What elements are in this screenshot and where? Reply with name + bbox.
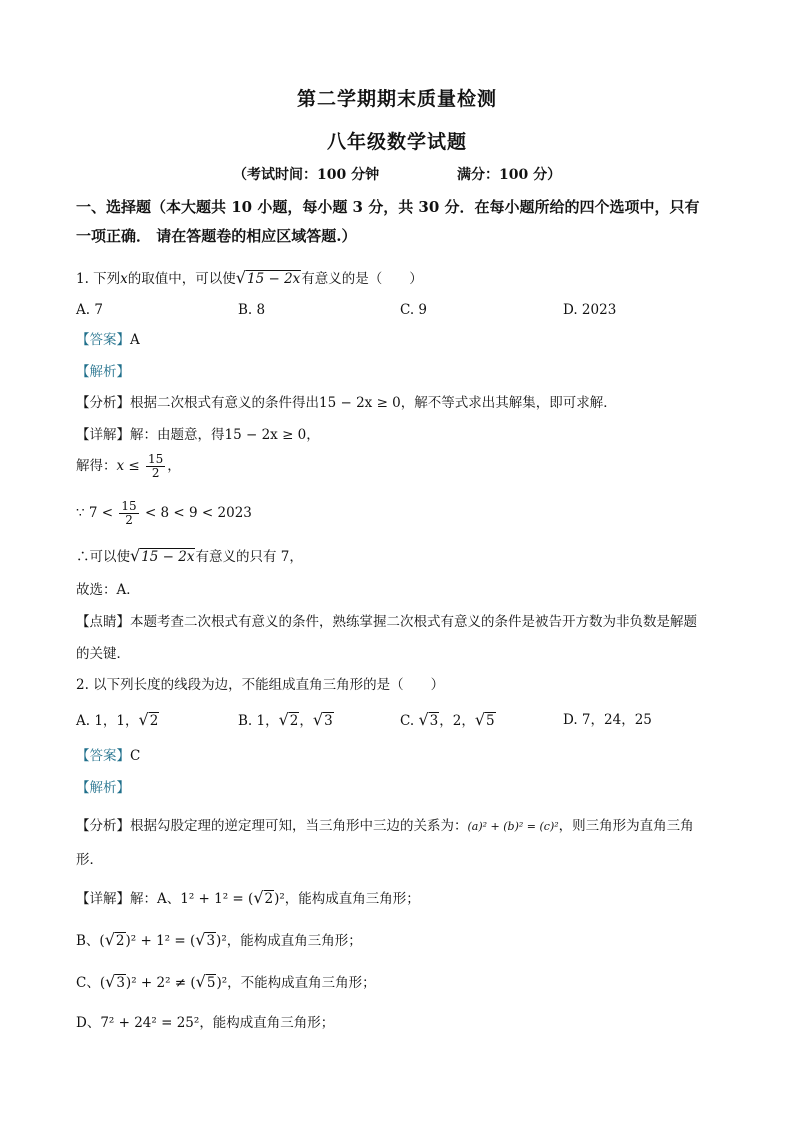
q2-line-b-rad2: 3 [206, 933, 216, 949]
section-heading-line2: 一项正确． 请在答题卷的相应区域答题.） [76, 227, 357, 245]
q2-fenxi-b: ，则三角形为直角三角 [558, 818, 694, 834]
q1-dianjing-text: 本题考查二次根式有意义的条件，熟练掌握二次根式有意义的条件是被告开方数为非负数是解题 [130, 614, 697, 630]
q1-dianjing-line1 [76, 612, 697, 632]
q1-xiangjie-b: ， [306, 427, 320, 443]
radical-sign-icon: √ [278, 710, 289, 729]
q2-fenxi-tag: 【分析】 [76, 818, 130, 834]
q2-option-a-label: A. 1，1， [76, 713, 139, 729]
q1-option-a: A. 7 [76, 302, 103, 318]
q1-option-c: C. 9 [400, 302, 428, 318]
radical-sign-icon: √ [195, 930, 206, 949]
page-title: 第二学期期末质量检测 [296, 88, 497, 110]
q1-therefore [76, 546, 303, 567]
q2-line-c-prefix: C、 [76, 975, 100, 991]
q1-solve-label: 解得： [76, 458, 117, 474]
q1-solve-tail: ， [167, 458, 181, 474]
section-heading [76, 193, 736, 251]
q1-fenxi-expr: 15 − 2x ≥ 0 [319, 395, 401, 411]
q1-stem-suffix: 有意义的是（ ） [301, 271, 423, 287]
q1-analysis-tag: 【解析】 [76, 364, 130, 380]
q1-answer-tag: 【答案】 [76, 332, 130, 348]
q2-fenxi-expr: (a)² + (b)² = (c)² [467, 820, 559, 833]
q1-stem [76, 268, 423, 289]
q2-line-b-suffix: ，能构成直角三角形； [226, 933, 362, 949]
q2-line-d-expr: 7² + 24² = 25² [100, 1015, 200, 1031]
q2-option-c-rad2: 5 [486, 713, 495, 729]
radical-sign-icon: √ [474, 710, 486, 729]
q1-xiangjie-expr: 15 − 2x ≥ 0 [224, 427, 307, 443]
q1-therefore-a: ∴可以使 [76, 549, 130, 565]
q1-xiangjie [76, 425, 320, 445]
q1-because-b: < 8 < 9 < 2023 [140, 505, 252, 521]
q1-dianjing-tag: 【点睛】 [76, 614, 130, 630]
radical-sign-icon: √ [253, 888, 264, 907]
radical-sign-icon: √ [104, 930, 115, 949]
q1-fenxi [76, 393, 617, 413]
q2-fenxi [76, 816, 694, 837]
q2-line-b-expr2: )² + 1² = ( [125, 933, 196, 949]
q2-option-b-label: B. 1， [238, 713, 279, 729]
q2-fenxi-line2: 形． [76, 852, 103, 868]
q2-line-a-close: )² [274, 891, 285, 907]
q1-fenxi-b: ，解不等式求出其解集，即可求解． [400, 395, 617, 411]
q1-therefore-radicand: 15 − 2x [141, 549, 195, 565]
radical-sign-icon: √ [195, 972, 206, 991]
q2-analysis-tag: 【解析】 [76, 780, 130, 796]
radical-sign-icon: √ [105, 972, 116, 991]
q1-answer [76, 330, 140, 350]
q2-option-c-rad1: 3 [429, 713, 439, 729]
q1-stem-mid: 的取值中，可以使 [127, 271, 236, 287]
q2-xiangjie-b [76, 930, 362, 951]
radical-sign-icon: √ [235, 268, 246, 287]
q2-line-b-expr3: )² [216, 933, 227, 949]
q2-xiangjie-tag: 【详解】 [76, 891, 130, 907]
radical-sign-icon: √ [138, 710, 149, 729]
q2-option-b-rad1: 2 [289, 713, 299, 729]
q1-because-den: 2 [125, 513, 133, 527]
q2-line-d-suffix: ，能构成直角三角形； [199, 1015, 335, 1031]
q1-solve [76, 452, 181, 480]
q2-line-c-expr1: ( [99, 975, 106, 991]
q2-line-c-suffix: ，不能构成直角三角形； [227, 975, 376, 991]
q2-option-a-rad: 2 [149, 713, 159, 729]
q2-option-c-label: C. [400, 713, 419, 729]
q2-line-c-rad1: 3 [116, 975, 125, 991]
q2-line-c-rad2: 5 [206, 975, 216, 991]
q1-stem-radicand: 15 − 2x [247, 271, 301, 287]
q2-line-a-expr: 1² + 1² = ( [180, 891, 254, 907]
q1-fenxi-a: 根据二次根式有意义的条件得出 [130, 395, 319, 411]
radical-sign-icon: √ [418, 710, 429, 729]
q2-option-b: B. 1，√2，√3 [238, 710, 333, 729]
q2-line-a-prefix: 解：A、 [130, 891, 181, 907]
q1-xiangjie-tag: 【详解】 [76, 427, 130, 443]
q1-option-d: D. 2023 [563, 302, 617, 318]
q1-choice: 故选：A． [76, 582, 140, 598]
q1-stem-var: x [120, 271, 128, 287]
q2-line-b-expr1: ( [99, 933, 105, 949]
q2-option-b-rad2: 3 [324, 713, 333, 729]
q1-answer-value: A [130, 332, 140, 348]
q1-because [76, 499, 252, 527]
section-heading-line1: 一、选择题（本大题共 10 小题，每小题 3 分，共 30 分．在每小题所给的四个选项中，只有 [76, 198, 700, 216]
q1-option-b: B. 8 [238, 302, 266, 318]
q2-option-c [400, 710, 496, 731]
q1-stem-prefix: 1. 下列 [76, 271, 121, 287]
q1-solve-fraction [146, 453, 165, 480]
q2-answer [76, 746, 140, 766]
page-subtitle: 八年级数学试题 [326, 131, 467, 153]
q1-because-a: ∵ 7 < [76, 505, 118, 521]
q1-dianjing-line2: 的关键． [76, 646, 130, 662]
q2-option-c-mid: ，2， [439, 713, 475, 729]
q2-line-c-expr2: )² + 2² ≠ ( [125, 975, 196, 991]
q2-option-d: D. 7，24，25 [563, 712, 652, 728]
q2-xiangjie-a [76, 888, 420, 909]
q1-solve-lhs: x ≤ [116, 458, 145, 474]
q2-line-b-rad1: 2 [115, 933, 125, 949]
q2-line-a-rad: 2 [264, 891, 274, 907]
exam-time: （考试时间：100 分钟 [233, 167, 380, 183]
q2-answer-value: C [130, 748, 141, 764]
q2-xiangjie-d [76, 1013, 334, 1033]
q2-answer-tag: 【答案】 [76, 748, 130, 764]
q1-because-fraction [119, 500, 138, 527]
q1-therefore-b: 有意义的只有 7， [195, 549, 303, 565]
q2-line-b-prefix: B、 [76, 933, 100, 949]
q1-xiangjie-a: 解：由题意，得 [130, 427, 225, 443]
q1-fenxi-tag: 【分析】 [76, 395, 130, 411]
radical-sign-icon: √ [312, 710, 324, 729]
q2-fenxi-a: 根据勾股定理的逆定理可知，当三角形中三边的关系为： [130, 818, 468, 834]
exam-score: 满分：100 分） [457, 167, 562, 183]
q1-solve-den: 2 [151, 466, 160, 480]
q2-line-d-prefix: D、 [76, 1015, 101, 1031]
q1-solve-num: 15 [148, 452, 164, 466]
q2-option-a [76, 710, 159, 731]
radical-sign-icon: √ [130, 546, 141, 565]
q2-line-a-suffix: ，能构成直角三角形； [284, 891, 420, 907]
q2-stem: 2. 以下列长度的线段为边，不能组成直角三角形的是（ ） [76, 677, 445, 693]
exam-info [233, 164, 562, 184]
q1-because-num: 15 [121, 499, 137, 513]
q2-line-c-expr3: )² [216, 975, 228, 991]
q2-xiangjie-c [76, 972, 376, 993]
